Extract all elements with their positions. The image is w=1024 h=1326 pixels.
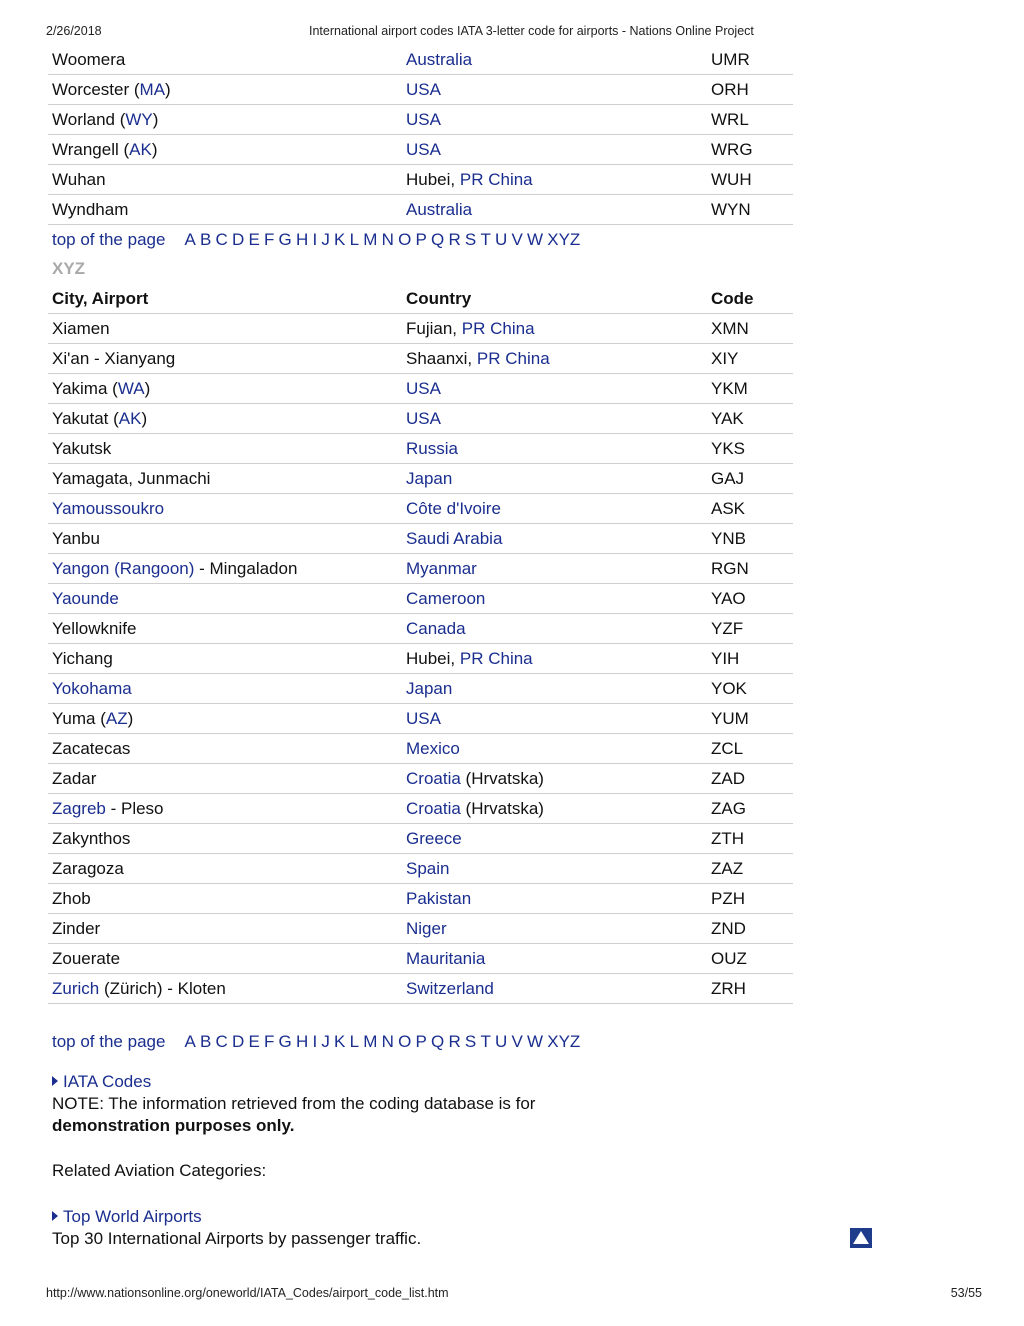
city-cell — [48, 824, 402, 854]
country-cell — [402, 105, 707, 135]
country-link[interactable]: Greece — [406, 828, 462, 848]
country-cell — [402, 374, 707, 404]
state-link[interactable]: WY — [125, 109, 153, 129]
code-cell: YNB — [707, 524, 793, 554]
top-airports-description: Top 30 International Airports by passenger traffic. — [52, 1229, 422, 1248]
code-cell: YZF — [707, 614, 793, 644]
table-row — [48, 974, 793, 1004]
country-suffix: (Hrvatska) — [460, 768, 544, 788]
letter-link-m[interactable]: M — [363, 1031, 378, 1051]
letter-link-a[interactable]: A — [184, 1031, 196, 1051]
city-cell — [48, 434, 402, 464]
city-name: Zadar — [52, 768, 97, 788]
city-cell: Worcester (MA) — [48, 75, 402, 105]
country-link[interactable]: USA — [406, 378, 441, 398]
country-cell — [402, 824, 707, 854]
country-link[interactable]: Australia — [406, 199, 473, 219]
table-row — [48, 914, 793, 944]
table-row — [48, 584, 793, 614]
city-cell — [48, 884, 402, 914]
city-cell — [48, 195, 402, 225]
code-cell: YKM — [707, 374, 793, 404]
letter-links — [184, 230, 584, 250]
code-cell: XIY — [707, 344, 793, 374]
country-link[interactable]: PR China — [459, 169, 533, 189]
city-cell — [48, 794, 402, 824]
print-header — [46, 24, 982, 40]
city-cell: Wrangell (AK) — [48, 135, 402, 165]
city-cell — [48, 854, 402, 884]
letter-link-n[interactable]: N — [381, 1031, 394, 1051]
city-cell: Yakutat (AK) — [48, 404, 402, 434]
city-suffix: (Zürich) - Kloten — [99, 978, 226, 998]
code-cell: WRL — [707, 105, 793, 135]
country-cell — [402, 554, 707, 584]
country-link[interactable]: PR China — [461, 318, 535, 338]
country-link[interactable]: Mexico — [406, 738, 460, 758]
letter-link-f[interactable]: F — [263, 229, 275, 249]
city-name: Wuhan — [52, 169, 106, 189]
country-cell — [402, 165, 707, 195]
letter-link-q[interactable]: Q — [431, 1031, 445, 1051]
state-link[interactable]: AK — [129, 139, 152, 159]
country-cell — [402, 494, 707, 524]
country-cell — [402, 704, 707, 734]
table-row — [48, 704, 793, 734]
city-cell — [48, 464, 402, 494]
table-row — [48, 794, 793, 824]
city-name: Zouerate — [52, 948, 121, 968]
country-link[interactable]: Saudi Arabia — [406, 528, 503, 548]
table-header-row — [48, 284, 793, 314]
code-cell: ASK — [707, 494, 793, 524]
country-link[interactable]: Myanmar — [406, 558, 477, 578]
code-cell: ZAD — [707, 764, 793, 794]
letter-link-m[interactable]: M — [363, 229, 378, 249]
table-row — [48, 314, 793, 344]
city-cell — [48, 674, 402, 704]
letter-link-w[interactable]: W — [527, 1031, 544, 1051]
country-link[interactable]: Switzerland — [406, 978, 494, 998]
city-name: Zinder — [52, 918, 101, 938]
city-cell — [48, 344, 402, 374]
region-name: Shaanxi, — [406, 348, 473, 368]
triangle-right-icon — [52, 1076, 58, 1086]
city-cell: Worland (WY) — [48, 105, 402, 135]
table-row — [48, 494, 793, 524]
page-number: 53/55 — [950, 1286, 982, 1300]
country-cell — [402, 195, 707, 225]
state-link[interactable]: AK — [118, 408, 142, 428]
country-link[interactable]: USA — [406, 139, 441, 159]
letter-link-s[interactable]: S — [464, 229, 477, 249]
letter-link-b[interactable]: B — [199, 229, 212, 249]
code-cell: ZTH — [707, 824, 793, 854]
country-cell — [402, 75, 707, 105]
table-row — [48, 944, 793, 974]
code-cell: WYN — [707, 195, 793, 225]
letter-link-p[interactable]: P — [415, 229, 427, 249]
city-name: Worcester — [52, 79, 130, 99]
region-name: Hubei, — [406, 648, 456, 668]
city-cell: Yakima (WA) — [48, 374, 402, 404]
state-link[interactable]: WA — [117, 378, 145, 398]
country-link[interactable]: USA — [406, 109, 441, 129]
letter-link-e[interactable]: E — [248, 1031, 260, 1051]
city-cell — [48, 554, 402, 584]
letter-link-l[interactable]: L — [349, 229, 360, 249]
code-cell: YIH — [707, 644, 793, 674]
city-link[interactable]: Zurich — [52, 978, 100, 998]
code-cell: XMN — [707, 314, 793, 344]
arrow-up-icon — [850, 1228, 872, 1248]
state-link[interactable]: MA — [139, 79, 166, 99]
code-cell: YOK — [707, 674, 793, 704]
code-cell: PZH — [707, 884, 793, 914]
country-link[interactable]: Côte d'Ivoire — [406, 498, 501, 518]
country-cell — [402, 344, 707, 374]
country-cell — [402, 734, 707, 764]
table-row — [48, 884, 793, 914]
letter-link-h[interactable]: H — [295, 1031, 309, 1051]
letter-link-u[interactable]: U — [495, 1031, 508, 1051]
country-link[interactable]: Japan — [406, 468, 453, 488]
country-link[interactable]: Canada — [406, 618, 466, 638]
letter-link-k[interactable]: K — [334, 1031, 346, 1051]
table-row — [48, 674, 793, 704]
country-link[interactable]: Japan — [406, 678, 453, 698]
letter-link-g[interactable]: G — [278, 1031, 292, 1051]
city-link[interactable]: Yaounde — [52, 588, 119, 608]
country-cell — [402, 944, 707, 974]
country-cell — [402, 404, 707, 434]
table-row — [48, 135, 793, 165]
city-name: Wyndham — [52, 199, 129, 219]
code-cell: YAK — [707, 404, 793, 434]
city-name: Yellowknife — [52, 618, 137, 638]
city-link[interactable]: Yangon (Rangoon) — [52, 558, 195, 578]
city-cell — [48, 45, 402, 75]
letter-link-o[interactable]: O — [398, 1031, 412, 1051]
city-cell — [48, 584, 402, 614]
w-table — [48, 45, 793, 225]
city-suffix: - Pleso — [105, 798, 164, 818]
table-row — [48, 614, 793, 644]
print-footer — [46, 1286, 982, 1302]
table-row — [48, 165, 793, 195]
country-link[interactable]: USA — [406, 79, 441, 99]
city-name: Zakynthos — [52, 828, 131, 848]
country-cell — [402, 644, 707, 674]
letter-link-j[interactable]: J — [321, 1031, 330, 1051]
table-row — [48, 464, 793, 494]
letter-link-j[interactable]: J — [321, 229, 330, 249]
city-name: Zacatecas — [52, 738, 131, 758]
letter-nav-bottom — [52, 1027, 797, 1056]
table-row — [48, 195, 793, 225]
letter-link-q[interactable]: Q — [431, 229, 445, 249]
city-cell — [48, 914, 402, 944]
city-cell — [48, 764, 402, 794]
letter-link-p[interactable]: P — [415, 1031, 427, 1051]
country-suffix: (Hrvatska) — [460, 798, 544, 818]
country-link[interactable]: PR China — [476, 348, 550, 368]
country-cell — [402, 464, 707, 494]
city-name: Yakima — [52, 378, 108, 398]
iata-codes-item — [52, 1071, 797, 1093]
table-row — [48, 734, 793, 764]
city-name: Zhob — [52, 888, 91, 908]
letter-link-k[interactable]: K — [334, 229, 346, 249]
letter-link-w[interactable]: W — [527, 229, 544, 249]
letter-link-l[interactable]: L — [349, 1031, 360, 1051]
code-cell: ZAG — [707, 794, 793, 824]
letter-link-v[interactable]: V — [511, 229, 523, 249]
city-name: Worland — [52, 109, 115, 129]
country-cell — [402, 45, 707, 75]
city-cell — [48, 614, 402, 644]
code-cell: ZND — [707, 914, 793, 944]
letter-link-i[interactable]: I — [312, 1031, 318, 1051]
letter-link-v[interactable]: V — [511, 1031, 523, 1051]
country-cell — [402, 614, 707, 644]
city-name: Wrangell — [52, 139, 119, 159]
city-link[interactable]: Yokohama — [52, 678, 132, 698]
table-row — [48, 524, 793, 554]
letter-link-e[interactable]: E — [248, 229, 260, 249]
code-cell: WRG — [707, 135, 793, 165]
country-cell — [402, 884, 707, 914]
state-link[interactable]: AZ — [105, 708, 128, 728]
letter-link-h[interactable]: H — [295, 229, 309, 249]
country-cell — [402, 524, 707, 554]
country-cell — [402, 674, 707, 704]
country-link[interactable]: Australia — [406, 49, 473, 69]
region-name: Fujian, — [406, 318, 458, 338]
region-name: Hubei, — [406, 169, 456, 189]
letter-link-c[interactable]: C — [215, 1031, 228, 1051]
table-row — [48, 764, 793, 794]
letter-link-xyz[interactable]: XYZ — [547, 1031, 581, 1051]
scroll-top-button[interactable] — [850, 1228, 872, 1248]
top-of-page-link[interactable]: top of the page — [52, 1031, 166, 1051]
country-cell — [402, 434, 707, 464]
letter-link-g[interactable]: G — [278, 229, 292, 249]
country-link[interactable]: Niger — [406, 918, 447, 938]
table-row — [48, 404, 793, 434]
code-cell: WUH — [707, 165, 793, 195]
print-date: 2/26/2018 — [46, 24, 102, 38]
city-cell: Yuma (AZ) — [48, 704, 402, 734]
country-link[interactable]: USA — [406, 408, 441, 428]
letter-link-xyz[interactable]: XYZ — [547, 229, 581, 249]
note-line: NOTE: The information retrieved from the coding database is for — [52, 1094, 536, 1113]
city-name: Xi'an - Xianyang — [52, 348, 176, 368]
table-row — [48, 45, 793, 75]
country-cell — [402, 764, 707, 794]
top-airports-link[interactable]: Top World Airports — [63, 1207, 202, 1226]
country-link[interactable]: USA — [406, 708, 441, 728]
letter-link-i[interactable]: I — [312, 229, 318, 249]
code-cell: GAJ — [707, 464, 793, 494]
country-link[interactable]: Croatia — [406, 768, 461, 788]
letter-link-t[interactable]: T — [480, 229, 491, 249]
city-cell — [48, 165, 402, 195]
xyz-table — [48, 284, 793, 1004]
airport-list — [48, 45, 793, 1004]
table-row — [48, 105, 793, 135]
code-cell: UMR — [707, 45, 793, 75]
city-name: Yuma — [52, 708, 96, 728]
letter-link-d[interactable]: D — [231, 229, 245, 249]
letter-link-s[interactable]: S — [464, 1031, 477, 1051]
top-of-page-link[interactable]: top of the page — [52, 229, 166, 249]
table-row — [48, 434, 793, 464]
city-cell — [48, 314, 402, 344]
city-suffix: - Mingaladon — [194, 558, 298, 578]
city-name: Woomera — [52, 49, 126, 69]
city-name: Yakutat — [52, 408, 109, 428]
code-cell: RGN — [707, 554, 793, 584]
table-row — [48, 644, 793, 674]
letter-links — [184, 1032, 584, 1052]
iata-codes-link[interactable]: IATA Codes — [63, 1072, 152, 1091]
country-link[interactable]: Croatia — [406, 798, 461, 818]
country-cell — [402, 314, 707, 344]
column-header-city: City, Airport — [48, 284, 402, 314]
letter-link-r[interactable]: R — [448, 1031, 461, 1051]
country-cell — [402, 854, 707, 884]
country-link[interactable]: Cameroon — [406, 588, 486, 608]
code-cell: ORH — [707, 75, 793, 105]
letter-nav — [48, 225, 793, 254]
table-row — [48, 854, 793, 884]
city-link[interactable]: Zagreb — [52, 798, 106, 818]
code-cell: YKS — [707, 434, 793, 464]
code-cell: YAO — [707, 584, 793, 614]
country-cell — [402, 584, 707, 614]
section-heading: XYZ — [52, 259, 86, 278]
city-cell — [48, 944, 402, 974]
city-name: Yamagata, Junmachi — [52, 468, 211, 488]
city-cell — [48, 644, 402, 674]
city-cell — [48, 494, 402, 524]
page-bottom — [52, 1027, 797, 1250]
letter-link-a[interactable]: A — [184, 229, 196, 249]
code-cell: YUM — [707, 704, 793, 734]
letter-link-c[interactable]: C — [215, 229, 228, 249]
table-row — [48, 75, 793, 105]
note-bold: demonstration purposes only. — [52, 1116, 295, 1135]
city-name: Yakutsk — [52, 438, 112, 458]
letter-link-f[interactable]: F — [263, 1031, 275, 1051]
table-row — [48, 824, 793, 854]
column-header-country: Country — [402, 284, 707, 314]
table-row — [48, 344, 793, 374]
country-link[interactable]: Pakistan — [406, 888, 472, 908]
print-title: International airport codes IATA 3-letter code for airports - Nations Online Project — [309, 24, 754, 38]
code-cell: ZAZ — [707, 854, 793, 884]
letter-link-b[interactable]: B — [199, 1031, 212, 1051]
country-link[interactable]: Russia — [406, 438, 458, 458]
country-link[interactable]: Mauritania — [406, 948, 486, 968]
table-row — [48, 554, 793, 584]
triangle-right-icon — [52, 1211, 58, 1221]
table-row — [48, 374, 793, 404]
country-cell — [402, 914, 707, 944]
letter-link-u[interactable]: U — [495, 229, 508, 249]
letter-link-r[interactable]: R — [448, 229, 461, 249]
related-heading: Related Aviation Categories: — [52, 1161, 267, 1180]
city-name: Zaragoza — [52, 858, 124, 878]
country-cell — [402, 974, 707, 1004]
city-name: Yanbu — [52, 528, 100, 548]
code-cell: ZRH — [707, 974, 793, 1004]
city-link[interactable]: Yamoussoukro — [52, 498, 165, 518]
column-header-code: Code — [707, 284, 793, 314]
country-cell — [402, 794, 707, 824]
city-name: Yichang — [52, 648, 113, 668]
city-cell — [48, 524, 402, 554]
country-link[interactable]: PR China — [459, 648, 533, 668]
country-link[interactable]: Spain — [406, 858, 450, 878]
print-url: http://www.nationsonline.org/oneworld/IATA_Codes/airport_code_list.htm — [46, 1286, 449, 1300]
letter-link-d[interactable]: D — [231, 1031, 245, 1051]
city-name: Xiamen — [52, 318, 110, 338]
code-cell: ZCL — [707, 734, 793, 764]
letter-link-t[interactable]: T — [480, 1031, 491, 1051]
code-cell: OUZ — [707, 944, 793, 974]
city-cell — [48, 974, 402, 1004]
letter-link-o[interactable]: O — [398, 229, 412, 249]
letter-link-n[interactable]: N — [381, 229, 394, 249]
city-cell — [48, 734, 402, 764]
top-airports-item — [52, 1206, 797, 1228]
country-cell — [402, 135, 707, 165]
